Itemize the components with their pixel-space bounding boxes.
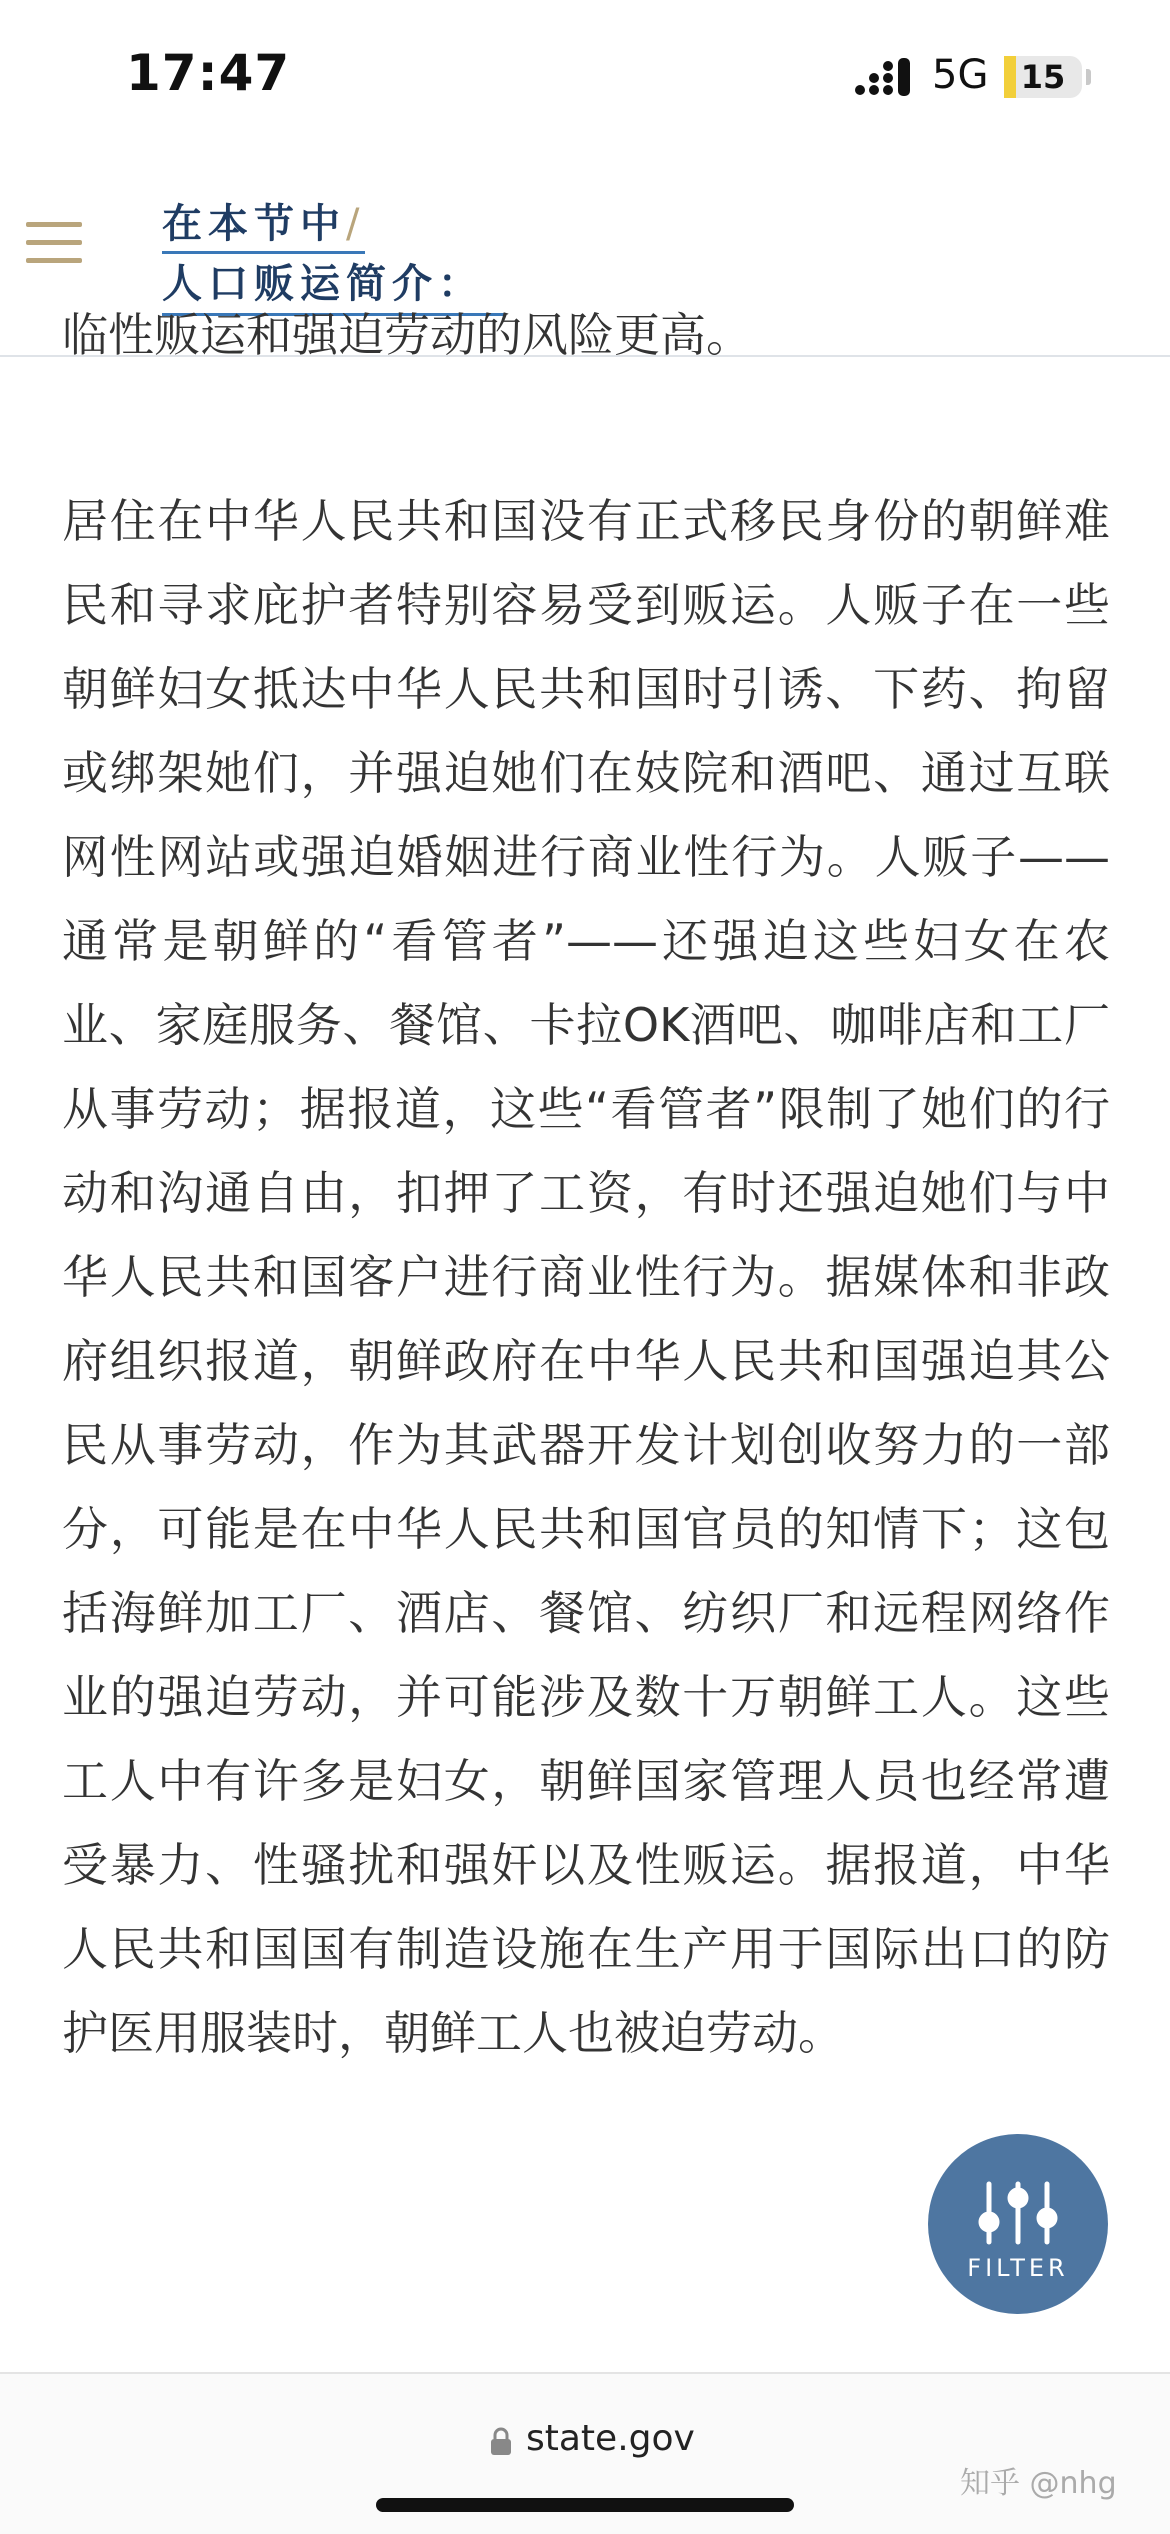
section-breadcrumb-label: 在本节中	[162, 201, 346, 247]
url-text[interactable]: state.gov	[526, 2418, 695, 2459]
hamburger-menu-icon[interactable]	[26, 218, 86, 270]
network-type-label: 5G	[932, 52, 989, 98]
battery-terminal	[1086, 69, 1091, 85]
cellular-signal-icon	[854, 56, 918, 98]
battery-icon	[1004, 56, 1082, 98]
current-section-link[interactable]: 人口贩运简介：	[162, 252, 504, 316]
lock-icon	[490, 2426, 512, 2456]
article-paragraph: 居住在中华人民共和国没有正式移民身份的朝鲜难民和寻求庇护者特别容易受到贩运。人贩子在一些朝鲜妇女抵达中华人民共和国时引诱、下药、拘留或绑架她们，并强迫她们在妓院和酒吧、通过互联网性网站或强迫婚姻进行商业性行为。人贩子——通常是朝鲜的“看管者”——还强迫这些妇女在农业、家庭服务、餐馆、卡拉OK酒吧、咖啡店和工厂从事劳动；据报道，这些“看管者”限制了她们的行动和沟通自由，扣押了工资，有时还强迫她们与中华人民共和国客户进行商业性行为。据媒体和非政府组织报道，朝鲜政府在中华人民共和国强迫其公民从事劳动，作为其武器开发计划创收努力的一部分，可能是在中华人民共和国官员的知情下；这包括海鲜加工厂、酒店、餐馆、纺织厂和远程网络作业的强迫劳动，并可能涉及数十万朝鲜工人。这些工人中有许多是妇女，朝鲜国家管理人员也经常遭受暴力、性骚扰和强奸以及性贩运。据报道，中华人民共和国国有制造设施在生产用于国际出口的防护医用服装时，朝鲜工人也被迫劳动。	[62, 494, 1110, 2060]
status-time: 17:47	[126, 44, 291, 102]
article-body	[62, 308, 1110, 2185]
watermark: 知乎 @nhg	[960, 2466, 1117, 2501]
browser-address-bar[interactable]	[0, 2372, 1170, 2534]
sliders-icon	[975, 2178, 1061, 2248]
previous-paragraph-tail: 临性贩运和强迫劳动的风险更高。	[62, 308, 752, 362]
home-indicator[interactable]	[376, 2498, 794, 2512]
breadcrumb-separator: /	[346, 201, 366, 247]
filter-button[interactable]	[928, 2134, 1108, 2314]
section-breadcrumb-link[interactable]	[162, 192, 365, 254]
battery-level-text: 15	[1020, 58, 1066, 96]
status-bar	[0, 0, 1170, 150]
filter-label: FILTER	[967, 2254, 1069, 2282]
